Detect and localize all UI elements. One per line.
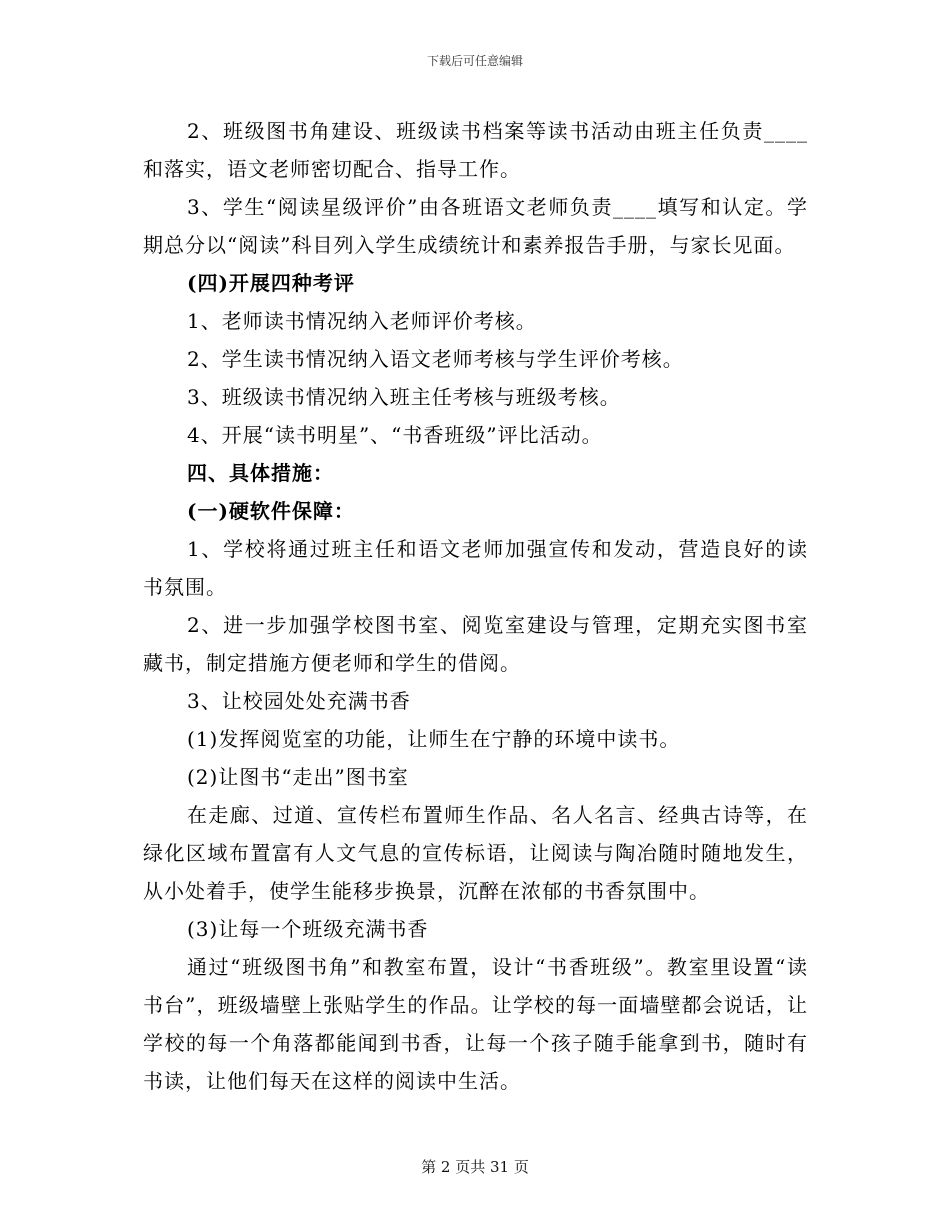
paragraph-teacher-reading: 1、老师读书情况纳入老师评价考核。 [187, 309, 537, 333]
heading-four-evaluations: (四)开展四种考评 [187, 271, 355, 295]
paragraph-campus-fragrance: 3、让校园处处充满书香 [187, 689, 411, 713]
heading-specific-measures: 四、具体措施： [187, 461, 334, 485]
paragraph-student-reading: 2、学生读书情况纳入语文老师考核与学生评价考核。 [187, 347, 684, 371]
paragraph-library-management: 2、进一步加强学校图书室、阅览室建设与管理，定期充实图书室藏书，制定措施方便老师和学生的借阅。 [143, 613, 808, 675]
paragraph-corridors: 在走廊、过道、宣传栏布置师生作品、名人名言、经典古诗等，在绿化区域布置富有人文气息的宣传标语，让阅读与陶冶随时随地发生，从小处着手，使学生能移步换景，沉醉在浓郁的书香氛围中。 [143, 803, 808, 903]
page-footer: 第 2 页共 31 页 [421, 1158, 529, 1176]
heading-hardware-software: (一)硬软件保障： [187, 499, 355, 523]
paragraph-class-reading: 3、班级读书情况纳入班主任考核与班级考核。 [187, 385, 621, 409]
paragraph-atmosphere: 1、学校将通过班主任和语文老师加强宣传和发动，营造良好的读书氛围。 [143, 537, 808, 599]
page-header: 下载后可任意编辑 [426, 54, 523, 68]
paragraph-library-corner: 2、班级图书角建设、班级读书档案等读书活动由班主任负责____和落实，语文老师密切配合、指导工作。 [143, 119, 808, 181]
paragraph-reading-stars-event: 4、开展“读书明星”、“书香班级”评比活动。 [187, 423, 603, 447]
paragraph-books-out: (2)让图书“走出”图书室 [187, 765, 409, 789]
paragraph-class-book-corner: 通过“班级图书角”和教室布置，设计“书香班级”。教室里设置“读书台”，班级墙壁上张贴学生的作品。让学校的每一面墙壁都会说话，让学校的每一个角落都能闻到书香，让每一个孩子随手能拿到书，随时有书读，让他们每天在这样的阅读中生活。 [143, 955, 808, 1093]
document-body [143, 112, 808, 1100]
paragraph-reading-star-rating: 3、学生“阅读星级评价”由各班语文老师负责____填写和认定。学期总分以“阅读”科目列入学生成绩统计和素养报告手册，与家长见面。 [143, 195, 808, 257]
paragraph-reading-room: (1)发挥阅览室的功能，让师生在宁静的环境中读书。 [187, 727, 681, 751]
paragraph-every-class: (3)让每一个班级充满书香 [187, 917, 429, 941]
